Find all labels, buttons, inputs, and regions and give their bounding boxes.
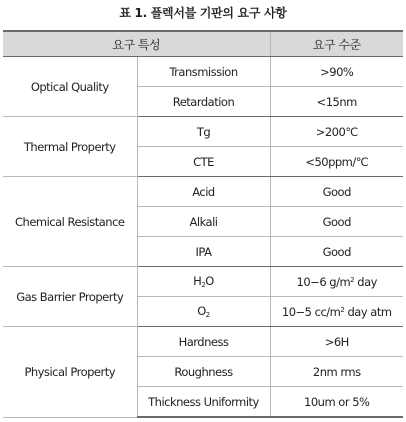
item-text-tail: O [205,274,214,288]
header-characteristic: 요구 특성 [3,31,270,57]
item-text: O [197,304,206,318]
category-cell: Chemical Resistance [3,177,137,267]
table-row [3,267,403,297]
value-text: 10−6 g/m [296,274,351,289]
value-cell: Good [270,177,403,207]
value-cell: <15nm [270,87,403,117]
header-requirement: 요구 수준 [270,31,403,57]
item-cell: IPA [137,237,270,267]
value-text-tail: day [354,274,377,289]
item-cell [137,267,270,297]
item-cell: Tg [137,117,270,147]
value-cell: >200℃ [270,117,403,147]
item-cell: Acid [137,177,270,207]
item-cell: Hardness [137,327,270,357]
item-subscript: 2 [201,281,206,289]
value-cell: <50ppm/℃ [270,147,403,177]
table-row [3,327,403,357]
value-text: 10−5 cc/m [281,304,341,319]
item-cell: Retardation [137,87,270,117]
item-subscript: 2 [205,311,210,319]
requirements-table [3,30,403,418]
table-row [3,117,403,147]
value-cell [270,267,403,297]
category-cell: Optical Quality [3,57,137,117]
table-header-row [3,31,403,57]
value-cell: 10um or 5% [270,387,403,418]
value-cell: >90% [270,57,403,87]
item-cell: Thickness Uniformity [137,387,270,418]
value-text-tail: day atm [344,304,392,319]
value-cell: Good [270,207,403,237]
value-cell: Good [270,237,403,267]
value-cell: 2nm rms [270,357,403,387]
category-cell: Thermal Property [3,117,137,177]
table-caption: 표 1. 플렉서블 기판의 요구 사항 [119,6,287,20]
item-cell: Alkali [137,207,270,237]
item-cell [137,297,270,327]
category-cell: Physical Property [3,327,137,418]
value-cell [270,297,403,327]
table-row [3,177,403,207]
item-cell: CTE [137,147,270,177]
item-cell: Roughness [137,357,270,387]
category-cell: Gas Barrier Property [3,267,137,327]
item-text: H [193,274,202,288]
table-row [3,57,403,87]
item-cell: Transmission [137,57,270,87]
value-superscript: 2 [350,275,355,284]
value-cell: >6H [270,327,403,357]
value-superscript: 2 [340,305,345,314]
